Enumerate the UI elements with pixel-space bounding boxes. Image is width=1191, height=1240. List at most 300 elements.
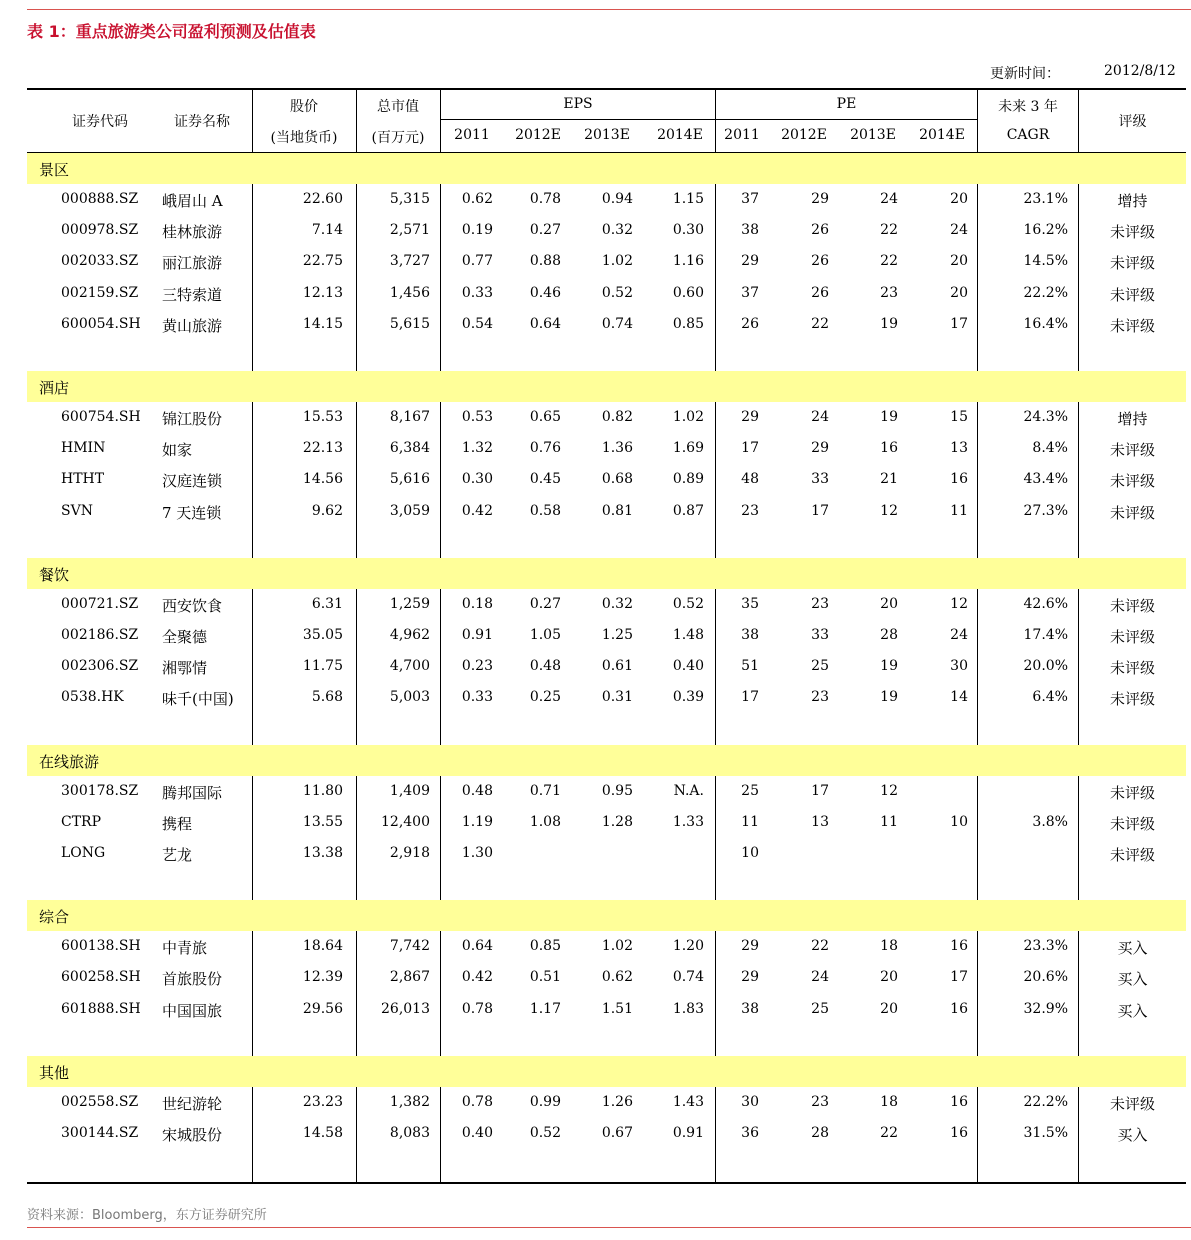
row-rating: 买入	[1117, 939, 1148, 957]
header-price: 股价	[290, 99, 318, 115]
row-cagr: 43.4%	[1023, 471, 1068, 487]
row-cagr: 20.6%	[1023, 969, 1068, 985]
row-eps: 0.25	[529, 689, 561, 705]
row-eps: 1.05	[529, 627, 561, 643]
updated-label: 更新时间：	[990, 66, 1060, 82]
row-eps: 0.23	[461, 658, 493, 674]
row-rating: 未评级	[1109, 659, 1155, 677]
row-market-cap: 5,003	[389, 689, 430, 705]
row-price: 13.38	[302, 845, 343, 861]
row-pe: 20	[880, 969, 898, 985]
row-pe: 38	[741, 627, 759, 643]
row-pe: 15	[950, 409, 968, 425]
header-eps: EPS	[563, 96, 593, 112]
row-cagr: 23.3%	[1023, 938, 1068, 954]
row-pe: 19	[880, 409, 898, 425]
row-cagr: 16.4%	[1023, 316, 1068, 332]
row-price: 15.53	[302, 409, 343, 425]
row-pe: 29	[811, 191, 829, 207]
row-eps: 0.67	[601, 1125, 633, 1141]
row-pe: 19	[880, 316, 898, 332]
row-code: 600054.SH	[61, 316, 141, 332]
row-rating: 未评级	[1109, 628, 1155, 646]
row-eps: 1.20	[672, 938, 704, 954]
row-eps: 1.32	[461, 440, 493, 456]
row-market-cap: 4,700	[389, 658, 430, 674]
row-eps: 0.62	[601, 969, 633, 985]
row-price: 13.55	[302, 814, 343, 830]
table-bottom-border	[27, 1182, 1186, 1184]
row-eps: 1.08	[529, 814, 561, 830]
row-pe: 14	[950, 689, 968, 705]
row-price: 11.75	[302, 658, 343, 674]
row-eps: 0.33	[461, 689, 493, 705]
row-eps: 1.69	[672, 440, 704, 456]
row-pe: 12	[950, 596, 968, 612]
row-eps: 1.25	[601, 627, 633, 643]
row-eps: 0.88	[529, 253, 561, 269]
row-pe: 22	[811, 316, 829, 332]
row-eps: 0.85	[672, 316, 704, 332]
row-pe: 25	[741, 783, 759, 799]
pe-group-underline	[716, 119, 977, 120]
row-eps: 0.46	[529, 285, 561, 301]
row-pe: 28	[880, 627, 898, 643]
row-market-cap: 5,315	[389, 191, 430, 207]
row-eps: 0.52	[672, 596, 704, 612]
row-cagr: 22.2%	[1023, 285, 1068, 301]
row-name: 首旅股份	[162, 970, 223, 988]
row-price: 14.56	[302, 471, 343, 487]
row-market-cap: 6,384	[389, 440, 430, 456]
row-code: 600754.SH	[61, 409, 141, 425]
row-pe: 28	[811, 1125, 829, 1141]
row-pe: 10	[950, 814, 968, 830]
row-code: 000978.SZ	[61, 222, 139, 238]
row-market-cap: 2,867	[389, 969, 430, 985]
row-market-cap: 26,013	[381, 1001, 430, 1017]
row-code: 002558.SZ	[61, 1094, 139, 1110]
row-price: 5.68	[311, 689, 343, 705]
row-eps: 1.02	[601, 253, 633, 269]
row-cagr: 22.2%	[1023, 1094, 1068, 1110]
row-pe: 35	[741, 596, 759, 612]
row-pe: 24	[811, 969, 829, 985]
row-eps: 0.18	[461, 596, 493, 612]
row-price: 7.14	[311, 222, 343, 238]
row-eps: 0.32	[601, 222, 633, 238]
category-label: 在线旅游	[39, 753, 100, 771]
row-pe: 19	[880, 658, 898, 674]
row-pe: 33	[811, 627, 829, 643]
row-eps: 0.95	[601, 783, 633, 799]
header-pe: PE	[836, 96, 857, 112]
row-eps: 0.31	[601, 689, 633, 705]
row-market-cap: 7,742	[389, 938, 430, 954]
row-rating: 未评级	[1109, 846, 1155, 864]
row-cagr: 27.3%	[1023, 503, 1068, 519]
row-eps: 0.30	[461, 471, 493, 487]
row-pe: 16	[950, 1001, 968, 1017]
row-pe: 10	[741, 845, 759, 861]
header-pe-year: 2012E	[781, 127, 827, 143]
row-eps: 0.40	[461, 1125, 493, 1141]
row-price: 12.13	[302, 285, 343, 301]
row-pe: 16	[950, 1125, 968, 1141]
row-name: 如家	[162, 441, 193, 459]
category-label: 餐饮	[39, 566, 70, 584]
row-eps: 0.27	[529, 596, 561, 612]
row-cagr: 23.1%	[1023, 191, 1068, 207]
row-pe: 26	[741, 316, 759, 332]
row-eps: 1.16	[672, 253, 704, 269]
row-code: 002186.SZ	[61, 627, 139, 643]
row-market-cap: 1,259	[389, 596, 430, 612]
row-price: 18.64	[302, 938, 343, 954]
row-rating: 未评级	[1109, 690, 1155, 708]
category-band	[27, 900, 1186, 931]
header-eps-year: 2013E	[584, 127, 630, 143]
row-name: 汉庭连锁	[162, 472, 223, 490]
row-code: 600258.SH	[61, 969, 141, 985]
row-pe: 38	[741, 1001, 759, 1017]
row-pe: 16	[950, 1094, 968, 1110]
row-name: 艺龙	[162, 846, 193, 864]
row-eps: 1.02	[601, 938, 633, 954]
row-rating: 买入	[1117, 970, 1148, 988]
row-cagr: 16.2%	[1023, 222, 1068, 238]
row-rating: 未评级	[1109, 1095, 1155, 1113]
row-price: 22.13	[302, 440, 343, 456]
row-pe: 29	[811, 440, 829, 456]
row-pe: 19	[880, 689, 898, 705]
row-code: 002033.SZ	[61, 253, 139, 269]
row-eps: 0.53	[461, 409, 493, 425]
row-pe: 18	[880, 1094, 898, 1110]
row-market-cap: 12,400	[381, 814, 430, 830]
row-price: 6.31	[311, 596, 343, 612]
row-eps: 0.89	[672, 471, 704, 487]
row-pe: 29	[741, 253, 759, 269]
row-pe: 16	[950, 471, 968, 487]
row-pe: 38	[741, 222, 759, 238]
row-name: 西安饮食	[162, 597, 223, 615]
category-label: 综合	[39, 908, 70, 926]
header-mcap-unit: (百万元)	[371, 130, 425, 146]
row-pe: 11	[741, 814, 759, 830]
row-pe: 18	[880, 938, 898, 954]
row-rating: 买入	[1117, 1126, 1148, 1144]
row-name: 黄山旅游	[162, 317, 223, 335]
row-eps: 0.77	[461, 253, 493, 269]
row-market-cap: 8,083	[389, 1125, 430, 1141]
category-label: 其他	[39, 1064, 70, 1082]
row-eps: 0.82	[601, 409, 633, 425]
column-divider	[977, 89, 978, 1182]
category-band	[27, 371, 1186, 402]
header-pe-year: 2014E	[919, 127, 965, 143]
row-eps: 0.78	[461, 1094, 493, 1110]
row-pe: 17	[741, 689, 759, 705]
row-code: 000888.SZ	[61, 191, 139, 207]
row-pe: 37	[741, 191, 759, 207]
row-name: 宋城股份	[162, 1126, 223, 1144]
row-eps: 0.94	[601, 191, 633, 207]
row-rating: 未评级	[1109, 317, 1155, 335]
row-pe: 48	[741, 471, 759, 487]
row-eps: 0.81	[601, 503, 633, 519]
row-eps: 1.36	[601, 440, 633, 456]
row-pe: 23	[811, 596, 829, 612]
header-eps-year: 2012E	[515, 127, 561, 143]
row-pe: 23	[741, 503, 759, 519]
bottom-rule	[27, 1227, 1191, 1228]
row-eps: 0.64	[529, 316, 561, 332]
row-pe: 17	[811, 503, 829, 519]
category-label: 景区	[39, 161, 70, 179]
header-eps-year: 2011	[454, 127, 490, 143]
row-pe: 23	[880, 285, 898, 301]
top-rule	[27, 9, 1191, 10]
row-market-cap: 3,727	[389, 253, 430, 269]
category-label: 酒店	[39, 379, 70, 397]
row-price: 14.15	[302, 316, 343, 332]
row-name: 丽江旅游	[162, 254, 223, 272]
row-pe: 22	[880, 1125, 898, 1141]
row-name: 桂林旅游	[162, 223, 223, 241]
row-cagr: 32.9%	[1023, 1001, 1068, 1017]
row-rating: 未评级	[1109, 254, 1155, 272]
row-name: 锦江股份	[162, 410, 223, 428]
row-eps: 1.17	[529, 1001, 561, 1017]
column-divider	[252, 89, 253, 1182]
row-eps: 0.65	[529, 409, 561, 425]
row-rating: 增持	[1117, 192, 1148, 210]
row-cagr: 20.0%	[1023, 658, 1068, 674]
row-price: 12.39	[302, 969, 343, 985]
row-eps: 0.78	[529, 191, 561, 207]
row-pe: 24	[950, 222, 968, 238]
row-code: HTHT	[61, 471, 105, 487]
eps-group-underline	[441, 119, 715, 120]
header-cagr: 未来 3 年	[998, 99, 1058, 115]
row-eps: 0.27	[529, 222, 561, 238]
row-pe: 30	[950, 658, 968, 674]
row-eps: 0.74	[672, 969, 704, 985]
row-eps: 0.33	[461, 285, 493, 301]
row-eps: 0.39	[672, 689, 704, 705]
row-eps: 0.48	[529, 658, 561, 674]
row-pe: 20	[880, 596, 898, 612]
row-price: 9.62	[311, 503, 343, 519]
row-code: HMIN	[61, 440, 106, 456]
row-market-cap: 2,918	[389, 845, 430, 861]
row-code: 300178.SZ	[61, 783, 139, 799]
row-price: 11.80	[302, 783, 343, 799]
row-eps: 1.26	[601, 1094, 633, 1110]
row-pe: 17	[950, 316, 968, 332]
row-cagr: 3.8%	[1032, 814, 1068, 830]
row-name: 世纪游轮	[162, 1095, 223, 1113]
row-market-cap: 3,059	[389, 503, 430, 519]
row-eps: 1.15	[672, 191, 704, 207]
row-eps: 1.51	[601, 1001, 633, 1017]
row-eps: 0.52	[601, 285, 633, 301]
header-mcap: 总市值	[377, 99, 419, 115]
row-eps: 0.62	[461, 191, 493, 207]
row-market-cap: 1,456	[389, 285, 430, 301]
row-pe: 37	[741, 285, 759, 301]
header-eps-year: 2014E	[657, 127, 703, 143]
row-pe: 13	[950, 440, 968, 456]
row-cagr: 24.3%	[1023, 409, 1068, 425]
row-eps: 1.30	[461, 845, 493, 861]
row-code: 0538.HK	[61, 689, 124, 705]
table-title: 表 1：重点旅游类公司盈利预测及估值表	[27, 22, 316, 41]
row-eps: 0.32	[601, 596, 633, 612]
row-pe: 24	[880, 191, 898, 207]
row-rating: 未评级	[1109, 597, 1155, 615]
row-cagr: 8.4%	[1032, 440, 1068, 456]
row-price: 14.58	[302, 1125, 343, 1141]
row-rating: 未评级	[1109, 504, 1155, 522]
row-pe: 23	[811, 1094, 829, 1110]
row-pe: 24	[950, 627, 968, 643]
row-market-cap: 2,571	[389, 222, 430, 238]
row-pe: 33	[811, 471, 829, 487]
row-pe: 17	[950, 969, 968, 985]
row-eps: 0.99	[529, 1094, 561, 1110]
row-eps: 0.51	[529, 969, 561, 985]
row-pe: 11	[880, 814, 898, 830]
category-band	[27, 1056, 1186, 1087]
row-pe: 20	[950, 285, 968, 301]
row-eps: 1.02	[672, 409, 704, 425]
row-pe: 24	[811, 409, 829, 425]
category-band	[27, 558, 1186, 589]
row-rating: 未评级	[1109, 441, 1155, 459]
row-price: 35.05	[302, 627, 343, 643]
row-name: 三特索道	[162, 286, 223, 304]
row-pe: 17	[811, 783, 829, 799]
row-price: 23.23	[302, 1094, 343, 1110]
row-name: 峨眉山 A	[162, 192, 223, 210]
row-rating: 未评级	[1109, 815, 1155, 833]
row-pe: 22	[880, 253, 898, 269]
row-code: SVN	[61, 503, 93, 519]
row-eps: 0.91	[461, 627, 493, 643]
row-rating: 未评级	[1109, 784, 1155, 802]
row-name: 全聚德	[162, 628, 208, 646]
row-code: 300144.SZ	[61, 1125, 139, 1141]
header-pe-year: 2013E	[850, 127, 896, 143]
row-pe: 23	[811, 689, 829, 705]
row-pe: 20	[880, 1001, 898, 1017]
row-eps: 0.78	[461, 1001, 493, 1017]
row-eps: 0.42	[461, 503, 493, 519]
row-eps: 0.45	[529, 471, 561, 487]
row-pe: 12	[880, 783, 898, 799]
header-name: 证券名称	[174, 114, 230, 130]
row-eps: 1.33	[672, 814, 704, 830]
row-eps: 0.52	[529, 1125, 561, 1141]
row-pe: 29	[741, 969, 759, 985]
row-eps: 0.48	[461, 783, 493, 799]
row-code: CTRP	[61, 814, 102, 830]
row-pe: 36	[741, 1125, 759, 1141]
row-name: 7 天连锁	[162, 504, 222, 522]
row-eps: 0.71	[529, 783, 561, 799]
updated-date: 2012/8/12	[1104, 63, 1176, 79]
row-eps: 0.64	[461, 938, 493, 954]
row-code: LONG	[61, 845, 106, 861]
row-market-cap: 5,616	[389, 471, 430, 487]
row-pe: 26	[811, 253, 829, 269]
row-eps: 1.83	[672, 1001, 704, 1017]
row-name: 腾邦国际	[162, 784, 223, 802]
row-pe: 17	[741, 440, 759, 456]
row-code: 002159.SZ	[61, 285, 139, 301]
row-eps: 0.19	[461, 222, 493, 238]
header-rating: 评级	[1118, 114, 1147, 130]
row-name: 味千(中国)	[162, 690, 234, 708]
row-cagr: 17.4%	[1023, 627, 1068, 643]
row-eps: 1.19	[461, 814, 493, 830]
row-pe: 26	[811, 285, 829, 301]
row-pe: 29	[741, 938, 759, 954]
row-pe: 20	[950, 191, 968, 207]
row-pe: 12	[880, 503, 898, 519]
row-name: 中青旅	[162, 939, 208, 957]
row-pe: 51	[741, 658, 759, 674]
row-rating: 未评级	[1109, 223, 1155, 241]
row-price: 22.60	[302, 191, 343, 207]
row-eps: 0.87	[672, 503, 704, 519]
row-cagr: 42.6%	[1023, 596, 1068, 612]
row-eps: N.A.	[673, 783, 704, 799]
header-code: 证券代码	[72, 114, 128, 130]
row-eps: 0.76	[529, 440, 561, 456]
row-market-cap: 4,962	[389, 627, 430, 643]
row-eps: 0.91	[672, 1125, 704, 1141]
row-pe: 25	[811, 1001, 829, 1017]
row-pe: 26	[811, 222, 829, 238]
row-pe: 16	[880, 440, 898, 456]
header-pe-year: 2011	[724, 127, 760, 143]
row-market-cap: 1,409	[389, 783, 430, 799]
header-cagr-unit: CAGR	[1006, 127, 1050, 143]
row-eps: 0.42	[461, 969, 493, 985]
row-eps: 0.30	[672, 222, 704, 238]
row-pe: 29	[741, 409, 759, 425]
row-cagr: 31.5%	[1023, 1125, 1068, 1141]
row-eps: 0.60	[672, 285, 704, 301]
row-eps: 0.85	[529, 938, 561, 954]
row-pe: 21	[880, 471, 898, 487]
row-pe: 16	[950, 938, 968, 954]
row-market-cap: 1,382	[389, 1094, 430, 1110]
row-price: 29.56	[302, 1001, 343, 1017]
row-cagr: 6.4%	[1032, 689, 1068, 705]
row-name: 湘鄂情	[162, 659, 208, 677]
row-pe: 13	[811, 814, 829, 830]
row-pe: 22	[811, 938, 829, 954]
row-eps: 1.48	[672, 627, 704, 643]
row-rating: 未评级	[1109, 286, 1155, 304]
row-market-cap: 8,167	[389, 409, 430, 425]
table-top-border	[27, 88, 1186, 90]
row-eps: 0.61	[601, 658, 633, 674]
